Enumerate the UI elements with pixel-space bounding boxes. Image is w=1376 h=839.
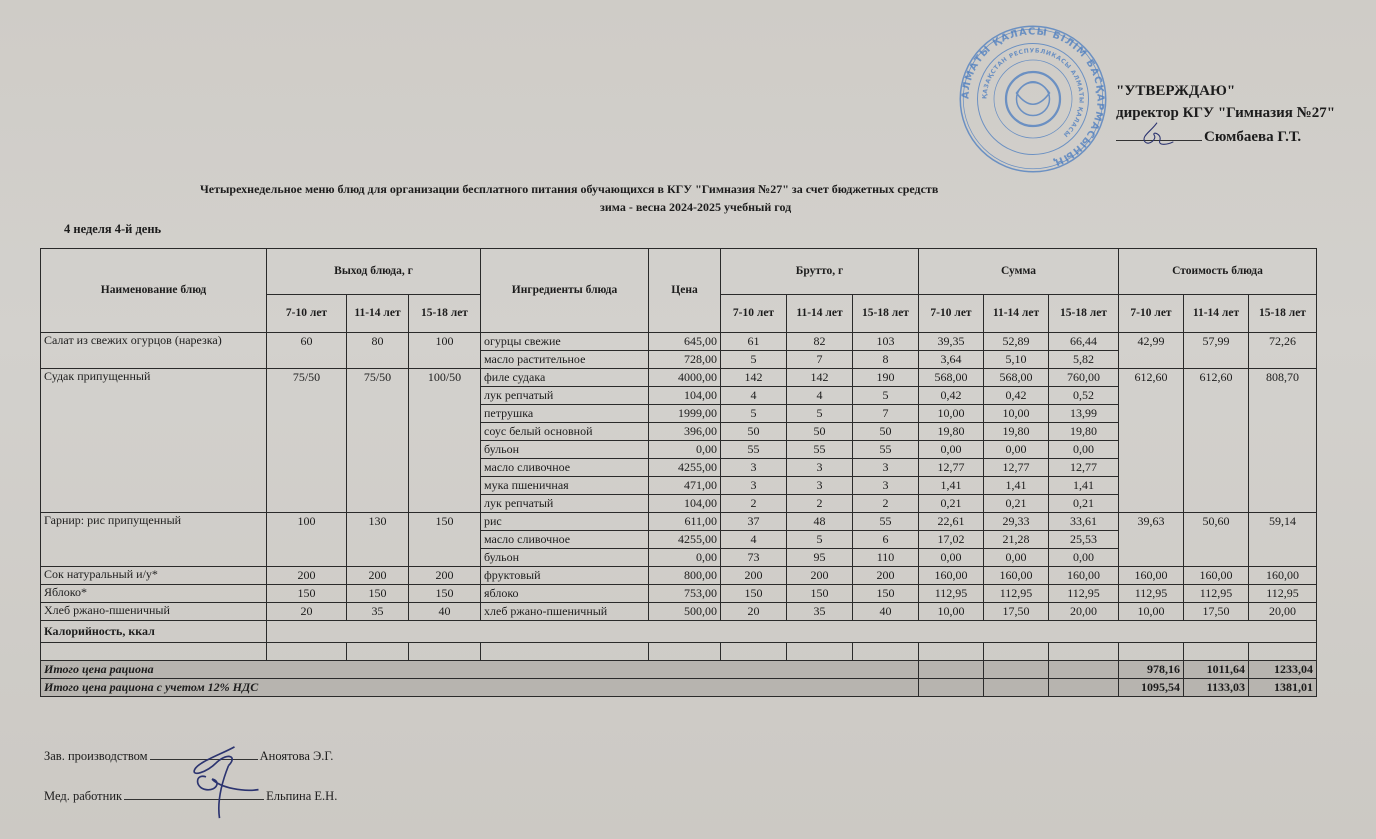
header-cost-age-2: 11-14 лет — [1184, 295, 1249, 333]
dish-yield-age-1: 150 — [267, 585, 347, 603]
menu-table — [40, 248, 1317, 697]
ingredient-brutto-age-2: 82 — [787, 333, 853, 351]
ingredient-name: бульон — [481, 549, 649, 567]
dish-cost-age-3: 59,14 — [1249, 513, 1317, 567]
dish-yield-age-2: 150 — [347, 585, 409, 603]
ingredient-brutto-age-2: 3 — [787, 459, 853, 477]
dish-cost-age-3: 160,00 — [1249, 567, 1317, 585]
staff-signature — [176, 730, 266, 835]
ingredient-brutto-age-1: 55 — [721, 441, 787, 459]
ingredient-sum-age-3: 66,44 — [1049, 333, 1119, 351]
ingredient-name: масло растительное — [481, 351, 649, 369]
ingredient-sum-age-3: 1,41 — [1049, 477, 1119, 495]
header-sum-age-2: 11-14 лет — [984, 295, 1049, 333]
ingredient-price: 728,00 — [649, 351, 721, 369]
ingredient-price: 0,00 — [649, 549, 721, 567]
empty-cell — [481, 643, 649, 661]
ingredient-sum-age-2: 0,00 — [984, 549, 1049, 567]
ingredient-name: соус белый основной — [481, 423, 649, 441]
calories-label: Калорийность, ккал — [41, 621, 267, 643]
total-vat-value-age-1: 1095,54 — [1119, 679, 1184, 697]
ingredient-sum-age-1: 3,64 — [919, 351, 984, 369]
header-cost-age-1: 7-10 лет — [1119, 295, 1184, 333]
ingredient-sum-age-2: 112,95 — [984, 585, 1049, 603]
ingredient-price: 753,00 — [649, 585, 721, 603]
header-sum: Сумма — [919, 249, 1119, 295]
production-name: Аноятова Э.Г. — [259, 749, 334, 763]
dish-yield-age-3: 200 — [409, 567, 481, 585]
header-yield: Выход блюда, г — [267, 249, 481, 295]
ingredient-sum-age-1: 19,80 — [919, 423, 984, 441]
ingredient-name: яблоко — [481, 585, 649, 603]
empty-cell — [41, 643, 267, 661]
ingredient-brutto-age-2: 4 — [787, 387, 853, 405]
ingredient-sum-age-1: 39,35 — [919, 333, 984, 351]
dish-yield-age-1: 60 — [267, 333, 347, 369]
ingredient-sum-age-1: 17,02 — [919, 531, 984, 549]
ingredient-brutto-age-3: 3 — [853, 459, 919, 477]
dish-cost-age-2: 57,99 — [1184, 333, 1249, 369]
menu-table-body — [41, 333, 1317, 621]
official-stamp — [958, 24, 1108, 174]
ingredient-sum-age-3: 0,00 — [1049, 441, 1119, 459]
header-yield-age-1: 7-10 лет — [267, 295, 347, 333]
dish-cost-age-2: 17,50 — [1184, 603, 1249, 621]
dish-cost-age-3: 112,95 — [1249, 585, 1317, 603]
stamp-outer-text: АЛМАТЫ ҚАЛАСЫ БІЛІМ БАСҚАРМАСЫНЫҢ — [960, 26, 1106, 169]
ingredient-brutto-age-1: 3 — [721, 477, 787, 495]
dish-yield-age-3: 100 — [409, 333, 481, 369]
total-row — [41, 661, 1317, 679]
ingredient-brutto-age-2: 95 — [787, 549, 853, 567]
approval-name: Сюмбаева Г.Т. — [1204, 129, 1302, 145]
dish-yield-age-1: 75/50 — [267, 369, 347, 513]
ingredient-sum-age-1: 0,42 — [919, 387, 984, 405]
total-value-age-2: 1011,64 — [1184, 661, 1249, 679]
dish-yield-age-2: 200 — [347, 567, 409, 585]
ingredient-sum-age-3: 0,52 — [1049, 387, 1119, 405]
ingredient-brutto-age-3: 110 — [853, 549, 919, 567]
ingredient-sum-age-2: 19,80 — [984, 423, 1049, 441]
ingredient-sum-age-3: 20,00 — [1049, 603, 1119, 621]
empty-cell — [984, 661, 1049, 679]
ingredient-name: масло сливочное — [481, 531, 649, 549]
ingredient-brutto-age-1: 37 — [721, 513, 787, 531]
ingredient-name: лук репчатый — [481, 495, 649, 513]
empty-cell — [409, 643, 481, 661]
header-brutto: Брутто, г — [721, 249, 919, 295]
ingredient-name: лук репчатый — [481, 387, 649, 405]
header-dish-name: Наименование блюд — [41, 249, 267, 333]
ingredient-sum-age-2: 5,10 — [984, 351, 1049, 369]
ingredient-brutto-age-3: 6 — [853, 531, 919, 549]
dish-cost-age-3: 808,70 — [1249, 369, 1317, 513]
total-label: Итого цена рациона — [41, 661, 919, 679]
ingredient-sum-age-1: 1,41 — [919, 477, 984, 495]
empty-cell — [1049, 679, 1119, 697]
medical-name: Ельпина Е.Н. — [266, 789, 338, 803]
empty-cell — [721, 643, 787, 661]
ingredient-sum-age-3: 12,77 — [1049, 459, 1119, 477]
calories-value-cell — [267, 621, 1317, 643]
ingredient-sum-age-3: 0,00 — [1049, 549, 1119, 567]
table-row — [41, 603, 1317, 621]
ingredient-sum-age-1: 22,61 — [919, 513, 984, 531]
total-value-age-3: 1233,04 — [1249, 661, 1317, 679]
empty-cell — [984, 679, 1049, 697]
dish-yield-age-1: 100 — [267, 513, 347, 567]
dish-yield-age-2: 130 — [347, 513, 409, 567]
ingredient-sum-age-2: 568,00 — [984, 369, 1049, 387]
medical-label: Мед. работник — [44, 789, 123, 803]
ingredient-price: 800,00 — [649, 567, 721, 585]
table-row — [41, 333, 1317, 351]
ingredient-price: 471,00 — [649, 477, 721, 495]
ingredient-brutto-age-3: 150 — [853, 585, 919, 603]
ingredient-sum-age-3: 112,95 — [1049, 585, 1119, 603]
dish-yield-age-3: 150 — [409, 585, 481, 603]
ingredient-sum-age-1: 160,00 — [919, 567, 984, 585]
header-brutto-age-3: 15-18 лет — [853, 295, 919, 333]
ingredient-sum-age-1: 0,21 — [919, 495, 984, 513]
ingredient-sum-age-1: 0,00 — [919, 441, 984, 459]
empty-cell — [919, 661, 984, 679]
ingredient-brutto-age-1: 20 — [721, 603, 787, 621]
ingredient-brutto-age-3: 7 — [853, 405, 919, 423]
header-cost-age-3: 15-18 лет — [1249, 295, 1317, 333]
header-yield-age-2: 11-14 лет — [347, 295, 409, 333]
document-subtitle: зима - весна 2024-2025 учебный год — [600, 200, 792, 214]
dish-cost-age-1: 10,00 — [1119, 603, 1184, 621]
ingredient-brutto-age-2: 150 — [787, 585, 853, 603]
dish-yield-age-3: 150 — [409, 513, 481, 567]
ingredient-brutto-age-1: 200 — [721, 567, 787, 585]
ingredient-sum-age-1: 568,00 — [919, 369, 984, 387]
ingredient-name: мука пшеничная — [481, 477, 649, 495]
total-vat-value-age-3: 1381,01 — [1249, 679, 1317, 697]
header-brutto-age-2: 11-14 лет — [787, 295, 853, 333]
ingredient-price: 0,00 — [649, 441, 721, 459]
ingredient-price: 4255,00 — [649, 531, 721, 549]
dish-cost-age-2: 112,95 — [1184, 585, 1249, 603]
ingredient-name: петрушка — [481, 405, 649, 423]
empty-cell — [1049, 643, 1119, 661]
dish-cost-age-3: 20,00 — [1249, 603, 1317, 621]
ingredient-sum-age-2: 160,00 — [984, 567, 1049, 585]
total-vat-value-age-2: 1133,03 — [1184, 679, 1249, 697]
ingredient-brutto-age-3: 50 — [853, 423, 919, 441]
ingredient-brutto-age-1: 3 — [721, 459, 787, 477]
header-brutto-age-1: 7-10 лет — [721, 295, 787, 333]
ingredient-sum-age-2: 0,21 — [984, 495, 1049, 513]
total-value-age-1: 978,16 — [1119, 661, 1184, 679]
ingredient-brutto-age-2: 2 — [787, 495, 853, 513]
ingredient-brutto-age-2: 48 — [787, 513, 853, 531]
ingredient-brutto-age-3: 55 — [853, 513, 919, 531]
header-sum-age-3: 15-18 лет — [1049, 295, 1119, 333]
ingredient-brutto-age-2: 55 — [787, 441, 853, 459]
document-title: Четырехнедельное меню блюд для организации бесплатного питания обучающихся в КГУ "Гимназия №27" за счет бюджетных средств — [200, 182, 939, 196]
dish-yield-age-3: 40 — [409, 603, 481, 621]
ingredient-price: 396,00 — [649, 423, 721, 441]
ingredient-sum-age-2: 17,50 — [984, 603, 1049, 621]
ingredient-brutto-age-1: 61 — [721, 333, 787, 351]
empty-cell — [649, 643, 721, 661]
dish-yield-age-1: 200 — [267, 567, 347, 585]
total-vat-row — [41, 679, 1317, 697]
header-ingredients: Ингредиенты блюда — [481, 249, 649, 333]
ingredient-price: 4000,00 — [649, 369, 721, 387]
ingredient-sum-age-1: 112,95 — [919, 585, 984, 603]
ingredient-sum-age-1: 10,00 — [919, 603, 984, 621]
empty-cell — [267, 643, 347, 661]
ingredient-name: масло сливочное — [481, 459, 649, 477]
ingredient-brutto-age-2: 142 — [787, 369, 853, 387]
empty-cell — [1049, 661, 1119, 679]
ingredient-sum-age-2: 52,89 — [984, 333, 1049, 351]
ingredient-name: огурцы свежие — [481, 333, 649, 351]
ingredient-sum-age-2: 1,41 — [984, 477, 1049, 495]
ingredient-price: 1999,00 — [649, 405, 721, 423]
ingredient-brutto-age-1: 142 — [721, 369, 787, 387]
ingredient-sum-age-2: 0,00 — [984, 441, 1049, 459]
dish-name: Сок натуральный и/у* — [41, 567, 267, 585]
dish-name: Судак припущенный — [41, 369, 267, 513]
ingredient-brutto-age-3: 200 — [853, 567, 919, 585]
ingredient-name: бульон — [481, 441, 649, 459]
ingredient-sum-age-2: 0,42 — [984, 387, 1049, 405]
stamp-inner-text: ҚАЗАҚСТАН РЕСПУБЛИКАСЫ АЛМАТЫ ҚАЛАСЫ — [981, 47, 1085, 139]
ingredient-name: хлеб ржано-пшеничный — [481, 603, 649, 621]
dish-cost-age-2: 160,00 — [1184, 567, 1249, 585]
empty-cell — [919, 643, 984, 661]
dish-cost-age-1: 112,95 — [1119, 585, 1184, 603]
table-row — [41, 369, 1317, 387]
ingredient-brutto-age-1: 73 — [721, 549, 787, 567]
total-vat-label: Итого цена рациона с учетом 12% НДС — [41, 679, 919, 697]
director-signature — [1122, 120, 1192, 150]
header-cost: Стоимость блюда — [1119, 249, 1317, 295]
ingredient-brutto-age-1: 5 — [721, 351, 787, 369]
table-row — [41, 513, 1317, 531]
ingredient-brutto-age-1: 5 — [721, 405, 787, 423]
header-yield-age-3: 15-18 лет — [409, 295, 481, 333]
dish-cost-age-3: 72,26 — [1249, 333, 1317, 369]
empty-cell — [1184, 643, 1249, 661]
dish-cost-age-1: 42,99 — [1119, 333, 1184, 369]
ingredient-name: филе судака — [481, 369, 649, 387]
ingredient-sum-age-3: 760,00 — [1049, 369, 1119, 387]
ingredient-brutto-age-2: 7 — [787, 351, 853, 369]
ingredient-price: 4255,00 — [649, 459, 721, 477]
empty-cell — [853, 643, 919, 661]
ingredient-sum-age-3: 25,53 — [1049, 531, 1119, 549]
ingredient-brutto-age-1: 4 — [721, 387, 787, 405]
ingredient-sum-age-3: 160,00 — [1049, 567, 1119, 585]
ingredient-brutto-age-1: 150 — [721, 585, 787, 603]
ingredient-name: фруктовый — [481, 567, 649, 585]
empty-cell — [787, 643, 853, 661]
week-day-label: 4 неделя 4-й день — [64, 222, 162, 236]
production-label: Зав. производством — [44, 749, 148, 763]
ingredient-brutto-age-3: 40 — [853, 603, 919, 621]
ingredient-brutto-age-3: 2 — [853, 495, 919, 513]
header-price: Цена — [649, 249, 721, 333]
dish-cost-age-1: 39,63 — [1119, 513, 1184, 567]
ingredient-brutto-age-1: 4 — [721, 531, 787, 549]
dish-name: Гарнир: рис припущенный — [41, 513, 267, 567]
ingredient-brutto-age-2: 35 — [787, 603, 853, 621]
ingredient-sum-age-1: 10,00 — [919, 405, 984, 423]
ingredient-price: 500,00 — [649, 603, 721, 621]
ingredient-sum-age-1: 0,00 — [919, 549, 984, 567]
empty-cell — [984, 643, 1049, 661]
ingredient-sum-age-2: 21,28 — [984, 531, 1049, 549]
svg-text:ҚАЗАҚСТАН РЕСПУБЛИКАСЫ АЛМАТЫ — [981, 47, 1084, 138]
dish-cost-age-2: 50,60 — [1184, 513, 1249, 567]
ingredient-brutto-age-3: 5 — [853, 387, 919, 405]
dish-cost-age-2: 612,60 — [1184, 369, 1249, 513]
dish-yield-age-3: 100/50 — [409, 369, 481, 513]
ingredient-brutto-age-2: 5 — [787, 405, 853, 423]
ingredient-price: 645,00 — [649, 333, 721, 351]
ingredient-brutto-age-2: 50 — [787, 423, 853, 441]
ingredient-sum-age-2: 29,33 — [984, 513, 1049, 531]
ingredient-sum-age-2: 12,77 — [984, 459, 1049, 477]
empty-cell — [1119, 643, 1184, 661]
dish-yield-age-2: 80 — [347, 333, 409, 369]
approval-heading: "УТВЕРЖДАЮ" — [1116, 83, 1236, 99]
empty-cell — [1249, 643, 1317, 661]
dish-name: Салат из свежих огурцов (нарезка) — [41, 333, 267, 369]
ingredient-sum-age-3: 0,21 — [1049, 495, 1119, 513]
ingredient-brutto-age-1: 2 — [721, 495, 787, 513]
ingredient-brutto-age-3: 55 — [853, 441, 919, 459]
dish-name: Хлеб ржано-пшеничный — [41, 603, 267, 621]
ingredient-brutto-age-3: 190 — [853, 369, 919, 387]
empty-cell — [919, 679, 984, 697]
ingredient-sum-age-1: 12,77 — [919, 459, 984, 477]
table-row — [41, 585, 1317, 603]
ingredient-sum-age-3: 5,82 — [1049, 351, 1119, 369]
ingredient-brutto-age-3: 3 — [853, 477, 919, 495]
dish-cost-age-1: 612,60 — [1119, 369, 1184, 513]
ingredient-brutto-age-2: 3 — [787, 477, 853, 495]
ingredient-price: 104,00 — [649, 387, 721, 405]
table-row — [41, 567, 1317, 585]
empty-cell — [347, 643, 409, 661]
ingredient-sum-age-3: 19,80 — [1049, 423, 1119, 441]
ingredient-sum-age-3: 13,99 — [1049, 405, 1119, 423]
dish-cost-age-1: 160,00 — [1119, 567, 1184, 585]
header-sum-age-1: 7-10 лет — [919, 295, 984, 333]
ingredient-brutto-age-2: 5 — [787, 531, 853, 549]
dish-yield-age-2: 75/50 — [347, 369, 409, 513]
ingredient-name: рис — [481, 513, 649, 531]
ingredient-sum-age-3: 33,61 — [1049, 513, 1119, 531]
ingredient-brutto-age-3: 8 — [853, 351, 919, 369]
ingredient-brutto-age-3: 103 — [853, 333, 919, 351]
ingredient-brutto-age-1: 50 — [721, 423, 787, 441]
dish-yield-age-1: 20 — [267, 603, 347, 621]
ingredient-brutto-age-2: 200 — [787, 567, 853, 585]
dish-yield-age-2: 35 — [347, 603, 409, 621]
ingredient-price: 104,00 — [649, 495, 721, 513]
ingredient-sum-age-2: 10,00 — [984, 405, 1049, 423]
dish-name: Яблоко* — [41, 585, 267, 603]
ingredient-price: 611,00 — [649, 513, 721, 531]
approval-position: директор КГУ "Гимназия №27" — [1116, 105, 1336, 121]
